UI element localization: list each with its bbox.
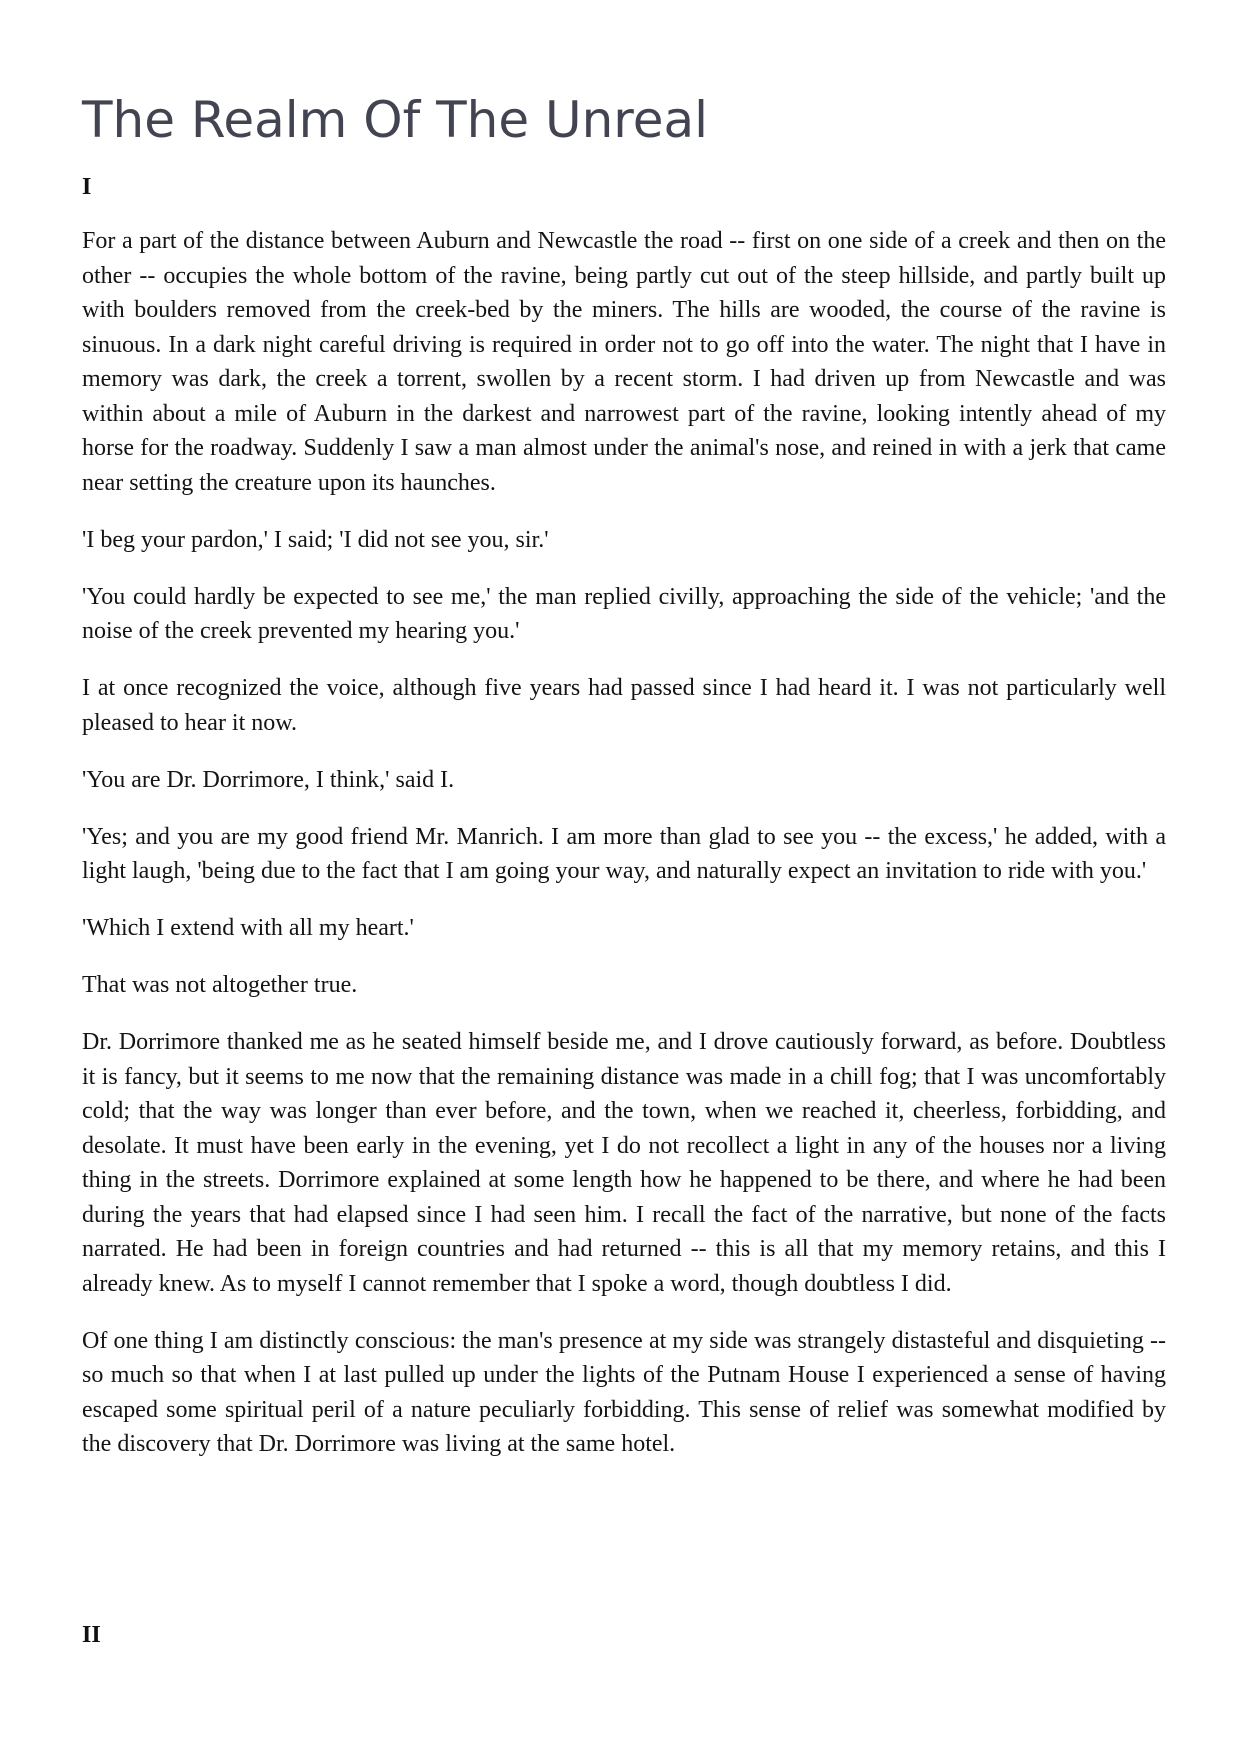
paragraph: 'You could hardly be expected to see me,' the man replied civilly, approaching the side of the vehicle; 'and the noise of the creek prevented my hearing you.': [82, 583, 1166, 644]
paragraph: For a part of the distance between Auburn and Newcastle the road -- first on one side of a creek and then on the other -- occupies the whole bottom of the ravine, being partly cut out of the steep hillside, and partly built up with boulders removed from the creek-bed by the miners. The hills are wooded, the course of the ravine is sinuous. In a dark night careful driving is required in order not to go off into the water. The night that I have in memory was dark, the creek a torrent, swollen by a recent storm. I had driven up from Newcastle and was within about a mile of Auburn in the darkest and narrowest part of the ravine, looking intently ahead of my horse for the roadway. Suddenly I saw a man almost under the animal's nose, and reined in with a jerk that came near setting the creature upon its haunches.: [82, 228, 1166, 496]
section-heading-1: I: [82, 174, 92, 200]
paragraph: 'You are Dr. Dorrimore, I think,' said I.: [82, 766, 455, 793]
section-1-body: [82, 224, 1166, 1484]
paragraph: Dr. Dorrimore thanked me as he seated himself beside me, and I drove cautiously forward, as before. Doubtless it is fancy, but it seems to me now that the remaining distance was made in a chill fog; that I was uncomfortably cold; that the way was longer than ever before, and the town, when we reached it, cheerless, forbidding, and desolate. It must have been early in the evening, yet I do not recollect a light in any of the houses nor a living thing in the streets. Dorrimore explained at some length how he happened to be there, and where he had been during the years that had elapsed since I had seen him. I recall the fact of the narrative, but none of the facts narrated. He had been in foreign countries and had returned -- this is all that my memory retains, and this I already knew. As to myself I cannot remember that I spoke a word, though doubtless I did.: [82, 1029, 1166, 1297]
paragraph: Of one thing I am distinctly conscious: the man's presence at my side was strangely distasteful and disquieting -- so much so that when I at last pulled up under the lights of the Putnam House I experienced a sense of having escaped some spiritual peril of a nature peculiarly forbidding. This sense of relief was somewhat modified by the discovery that Dr. Dorrimore was living at the same hotel.: [82, 1327, 1166, 1457]
section-heading-2: II: [82, 1622, 101, 1648]
paragraph: 'I beg your pardon,' I said; 'I did not see you, sir.': [82, 526, 549, 553]
page-title: The Realm Of The Unreal: [82, 91, 709, 149]
paragraph: That was not altogether true.: [82, 972, 358, 998]
paragraph: 'Yes; and you are my good friend Mr. Manrich. I am more than glad to see you -- the excess,' he added, with a light laugh, 'being due to the fact that I am going your way, and naturally expect an invitation to ride with you.': [82, 823, 1166, 884]
paragraph: 'Which I extend with all my heart.': [82, 915, 414, 941]
paragraph: I at once recognized the voice, although five years had passed since I had heard it. I was not particularly well pleased to hear it now.: [82, 675, 1166, 736]
